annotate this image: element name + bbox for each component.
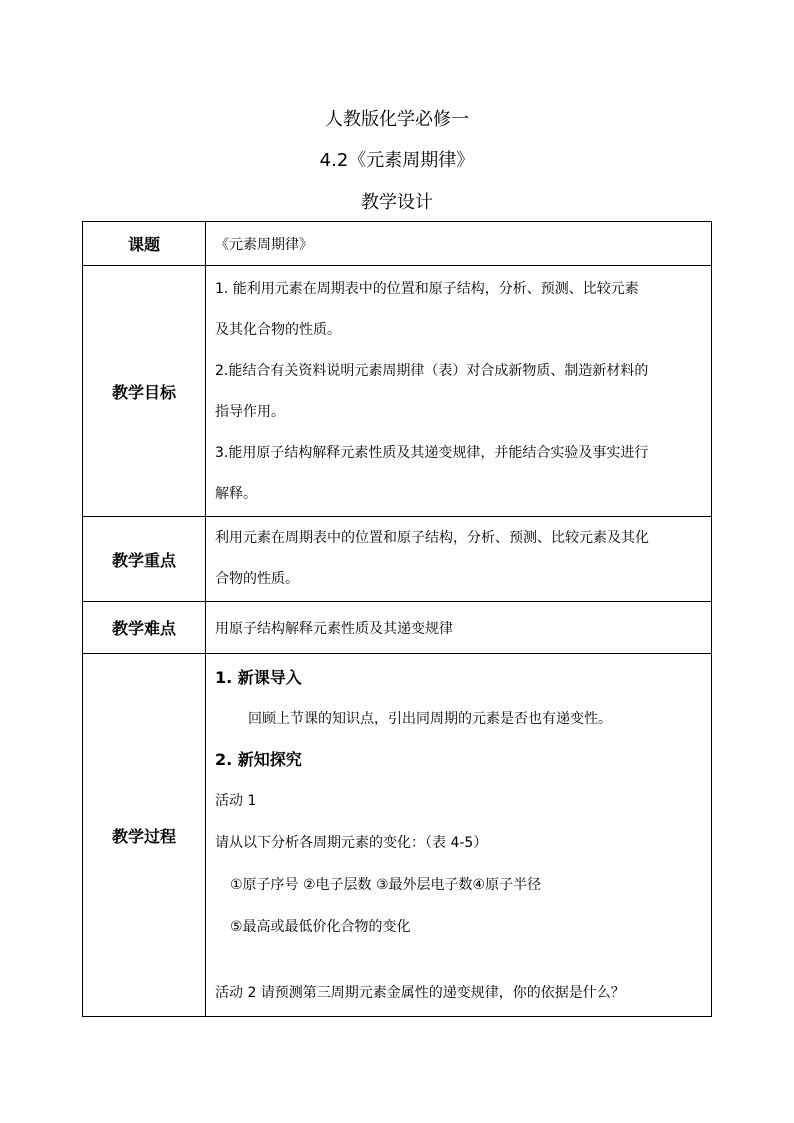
goal-line: 3.能用原子结构解释元素性质及其递变规律，并能结合实验及事实进行 [215, 445, 649, 461]
activity-1-items-line-2: ⑤最高或最低价化合物的变化 [230, 918, 411, 935]
key-point-line: 合物的性质。 [215, 571, 299, 587]
key-points-label: 教学重点 [83, 517, 206, 602]
goal-line: 及其化合物的性质。 [215, 322, 341, 338]
activity-1-items-line-1: ①原子序号 ②电子层数 ③最外层电子数④原子半径 [230, 876, 542, 893]
key-points-content [206, 517, 712, 602]
table-row-key-points [83, 517, 712, 602]
table-row-topic [83, 222, 712, 266]
document-title-line-3: 教学设计 [361, 192, 433, 213]
activity-1-title: 活动 1 [215, 792, 257, 809]
lesson-plan-table [82, 221, 712, 1017]
goal-line: 1. 能利用元素在周期表中的位置和原子结构，分析、预测、比较元素 [215, 281, 639, 297]
document-title-line-1: 人教版化学必修一 [325, 109, 469, 130]
document-title-line-2: 4.2《元素周期律》 [319, 150, 475, 171]
process-section-1-text: 回顾上节课的知识点，引出同周期的元素是否也有递变性。 [248, 710, 612, 727]
table-row-process [83, 654, 712, 1017]
topic-label: 课题 [83, 222, 206, 266]
process-section-1-title: 1. 新课导入 [215, 667, 302, 687]
process-label: 教学过程 [83, 654, 206, 1017]
goals-content [206, 266, 712, 517]
topic-value: 《元素周期律》 [206, 222, 712, 266]
process-content [206, 654, 712, 1017]
activity-2-text: 活动 2 请预测第三周期元素金属性的递变规律，你的依据是什么？ [215, 984, 625, 1001]
key-point-line: 利用元素在周期表中的位置和原子结构，分析、预测、比较元素及其化 [215, 530, 649, 546]
process-section-2-title: 2. 新知探究 [215, 749, 302, 769]
activity-1-prompt: 请从以下分析各周期元素的变化：（表 4-5） [215, 834, 488, 851]
difficulties-value: 用原子结构解释元素性质及其递变规律 [206, 602, 712, 654]
goal-line: 2.能结合有关资料说明元素周期律（表）对合成新物质、制造新材料的 [215, 363, 649, 379]
goals-label: 教学目标 [83, 266, 206, 517]
table-row-goals [83, 266, 712, 517]
difficulties-label: 教学难点 [83, 602, 206, 654]
spacer [215, 948, 705, 972]
goal-line: 指导作用。 [215, 404, 285, 420]
table-row-difficulties [83, 602, 712, 654]
goal-line: 解释。 [215, 486, 257, 502]
